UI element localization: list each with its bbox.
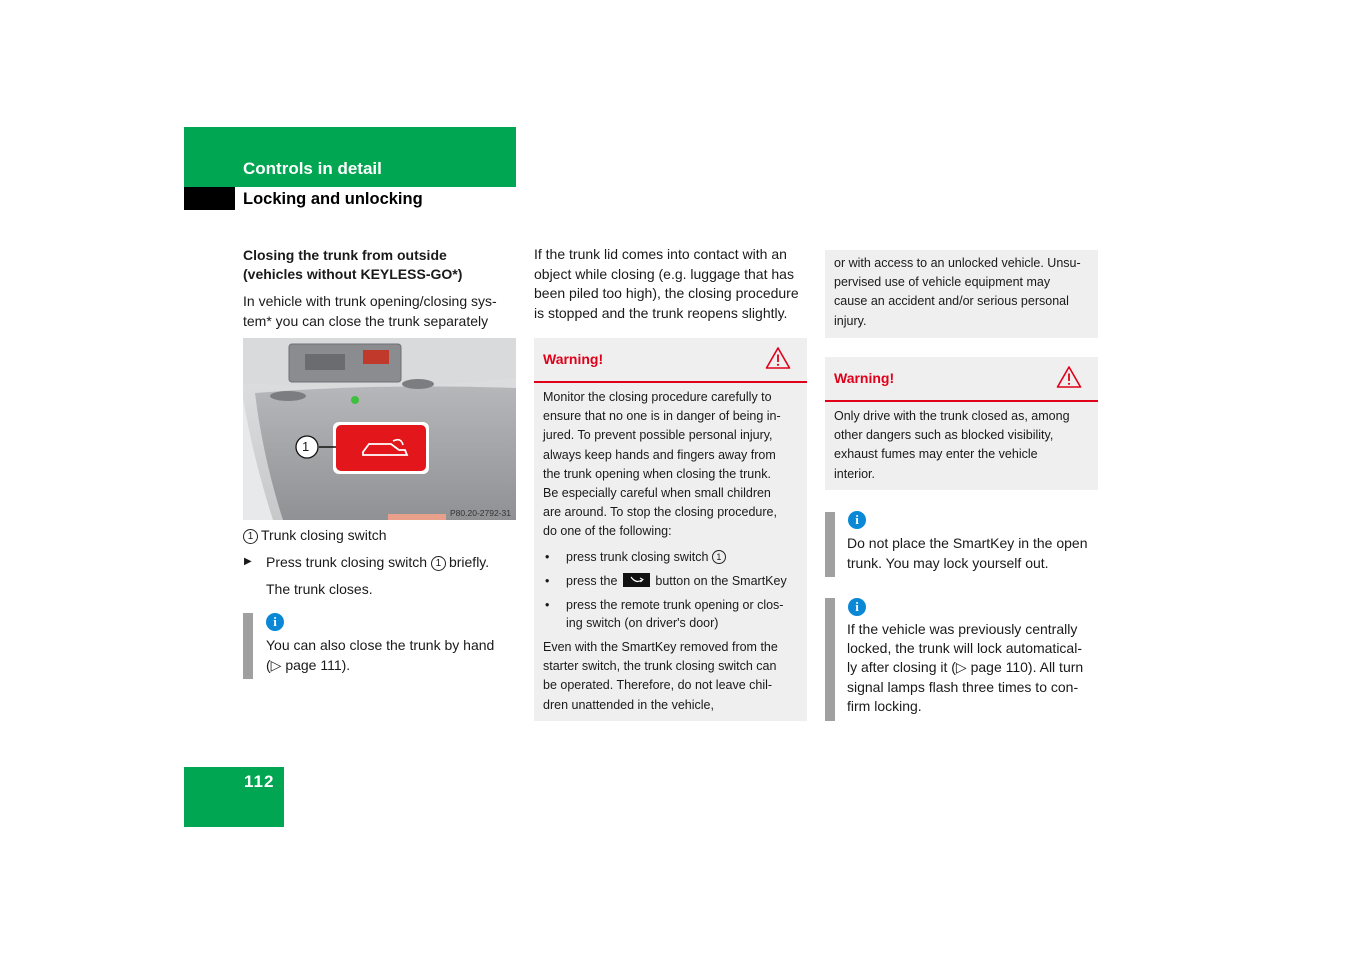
cont-line: cause an accident and/or serious personal: [834, 294, 1069, 309]
info-bar: [825, 512, 835, 577]
heading-line-1: Closing the trunk from outside: [243, 247, 447, 263]
warning-text: [834, 407, 1094, 484]
warning-line: ensure that no one is in danger of being in-: [543, 409, 781, 424]
cont-line: injury.: [834, 313, 867, 328]
bullet-item-3: [566, 596, 783, 632]
step-arrow-icon: ▶: [244, 556, 252, 567]
bullet-item-2: [566, 572, 787, 590]
bullet-text: press the: [566, 574, 618, 588]
bullet-dot: •: [545, 550, 550, 564]
bullet-text: press trunk closing switch: [566, 550, 709, 564]
tail-line: dren unattended in the vehicle,: [543, 697, 714, 712]
photo-callout-number: 1: [302, 439, 310, 454]
contact-paragraph: [534, 245, 809, 323]
warning-title: Warning!: [834, 370, 895, 386]
info-line: You can also close the trunk by hand: [266, 637, 495, 653]
warning-line: Only drive with the trunk closed as, among: [834, 409, 1070, 423]
warning-triangle-icon: [1056, 365, 1082, 389]
photo-reference: P80.20-2792-31: [450, 508, 511, 518]
para-line: If the trunk lid comes into contact with an: [534, 246, 787, 262]
legend-item: [243, 525, 387, 545]
info-icon: i: [266, 613, 284, 631]
warning-line: the trunk opening when closing the trunk.: [543, 466, 771, 481]
info-line: ly after closing it (▷ page 110). All turn: [847, 659, 1084, 676]
info-line: firm locking.: [847, 697, 922, 714]
warning-triangle-icon: [765, 346, 791, 370]
warning-line: always keep hands and fingers away from: [543, 447, 776, 462]
info-note-smartkey: [847, 534, 1087, 573]
intro-line: In vehicle with trunk opening/closing sys-: [243, 293, 497, 309]
cont-line: pervised use of vehicle equipment may: [834, 275, 1051, 290]
bullet-number: 1: [712, 550, 726, 564]
header-marker: [184, 187, 235, 210]
info-line: signal lamps flash three times to con-: [847, 678, 1079, 695]
warning-tail-text: [543, 638, 803, 715]
tail-line: Even with the SmartKey removed from the: [543, 640, 778, 654]
step-text-end: briefly.: [448, 554, 490, 570]
info-note-locking: [847, 620, 1083, 716]
para-line: been piled too high), the closing procedure: [534, 285, 799, 301]
info-icon: i: [848, 511, 866, 529]
bullet-item-1: [566, 548, 729, 566]
intro-line: tem* you can close the trunk separately: [243, 313, 489, 329]
warning-divider: [534, 381, 807, 383]
bullet-dot: •: [545, 598, 550, 612]
section-title: Controls in detail: [243, 159, 382, 178]
info-line: Do not place the SmartKey in the open: [847, 535, 1088, 551]
bullet-text: button on the SmartKey: [655, 574, 787, 588]
info-line: trunk. You may lock yourself out.: [847, 554, 1049, 571]
tail-line: starter switch, the trunk closing switch can: [543, 659, 777, 674]
warning-text: [543, 388, 803, 542]
heading-line-2: (vehicles without KEYLESS-GO*): [243, 266, 463, 282]
warning-line: Be especially careful when small children: [543, 486, 771, 501]
para-line: object while closing (e.g. luggage that has: [534, 265, 794, 282]
tail-line: be operated. Therefore, do not leave chil-: [543, 678, 773, 693]
closing-trunk-heading: [243, 246, 515, 284]
info-bar: [243, 613, 253, 679]
page-number: 112: [244, 772, 275, 791]
warning-line: Monitor the closing procedure carefully to: [543, 390, 772, 404]
step-result: The trunk closes.: [266, 581, 373, 597]
info-line: (▷ page 111).: [266, 657, 351, 673]
step-text: Press trunk closing switch: [266, 554, 428, 570]
trunk-switch-photo: [243, 338, 516, 520]
trunk-photo-illustration: [243, 338, 516, 520]
info-line: locked, the trunk will lock automatical-: [847, 640, 1082, 657]
bullet-line: ing switch (on driver's door): [566, 616, 719, 630]
legend-text: Trunk closing switch: [261, 527, 387, 543]
info-note: [266, 635, 494, 675]
warning-line: jured. To prevent possible personal injury,: [543, 428, 773, 443]
cont-line: or with access to an unlocked vehicle. Unsu-: [834, 256, 1081, 270]
step-number: 1: [431, 556, 446, 571]
bullet-dot: •: [545, 574, 550, 588]
para-line: is stopped and the trunk reopens slightly.: [534, 304, 788, 321]
warning-line: do one of the following:: [543, 524, 672, 539]
warning-line: interior.: [834, 466, 875, 481]
info-icon: i: [848, 598, 866, 616]
warning-line: other dangers such as blocked visibility,: [834, 428, 1054, 443]
warning-line: exhaust fumes may enter the vehicle: [834, 447, 1038, 462]
trunk-button-icon: [623, 573, 650, 587]
bullet-line: press the remote trunk opening or clos-: [566, 598, 784, 612]
info-line: If the vehicle was previously centrally: [847, 621, 1078, 637]
warning-continuation-text: [834, 254, 1094, 331]
warning-divider: [825, 400, 1098, 402]
subsection-title: Locking and unlocking: [243, 190, 423, 208]
legend-number: 1: [243, 529, 258, 544]
warning-title: Warning!: [543, 351, 604, 367]
info-bar: [825, 598, 835, 721]
intro-paragraph: [243, 291, 518, 331]
step-instruction: [266, 552, 489, 572]
warning-line: are around. To stop the closing procedure,: [543, 505, 777, 520]
